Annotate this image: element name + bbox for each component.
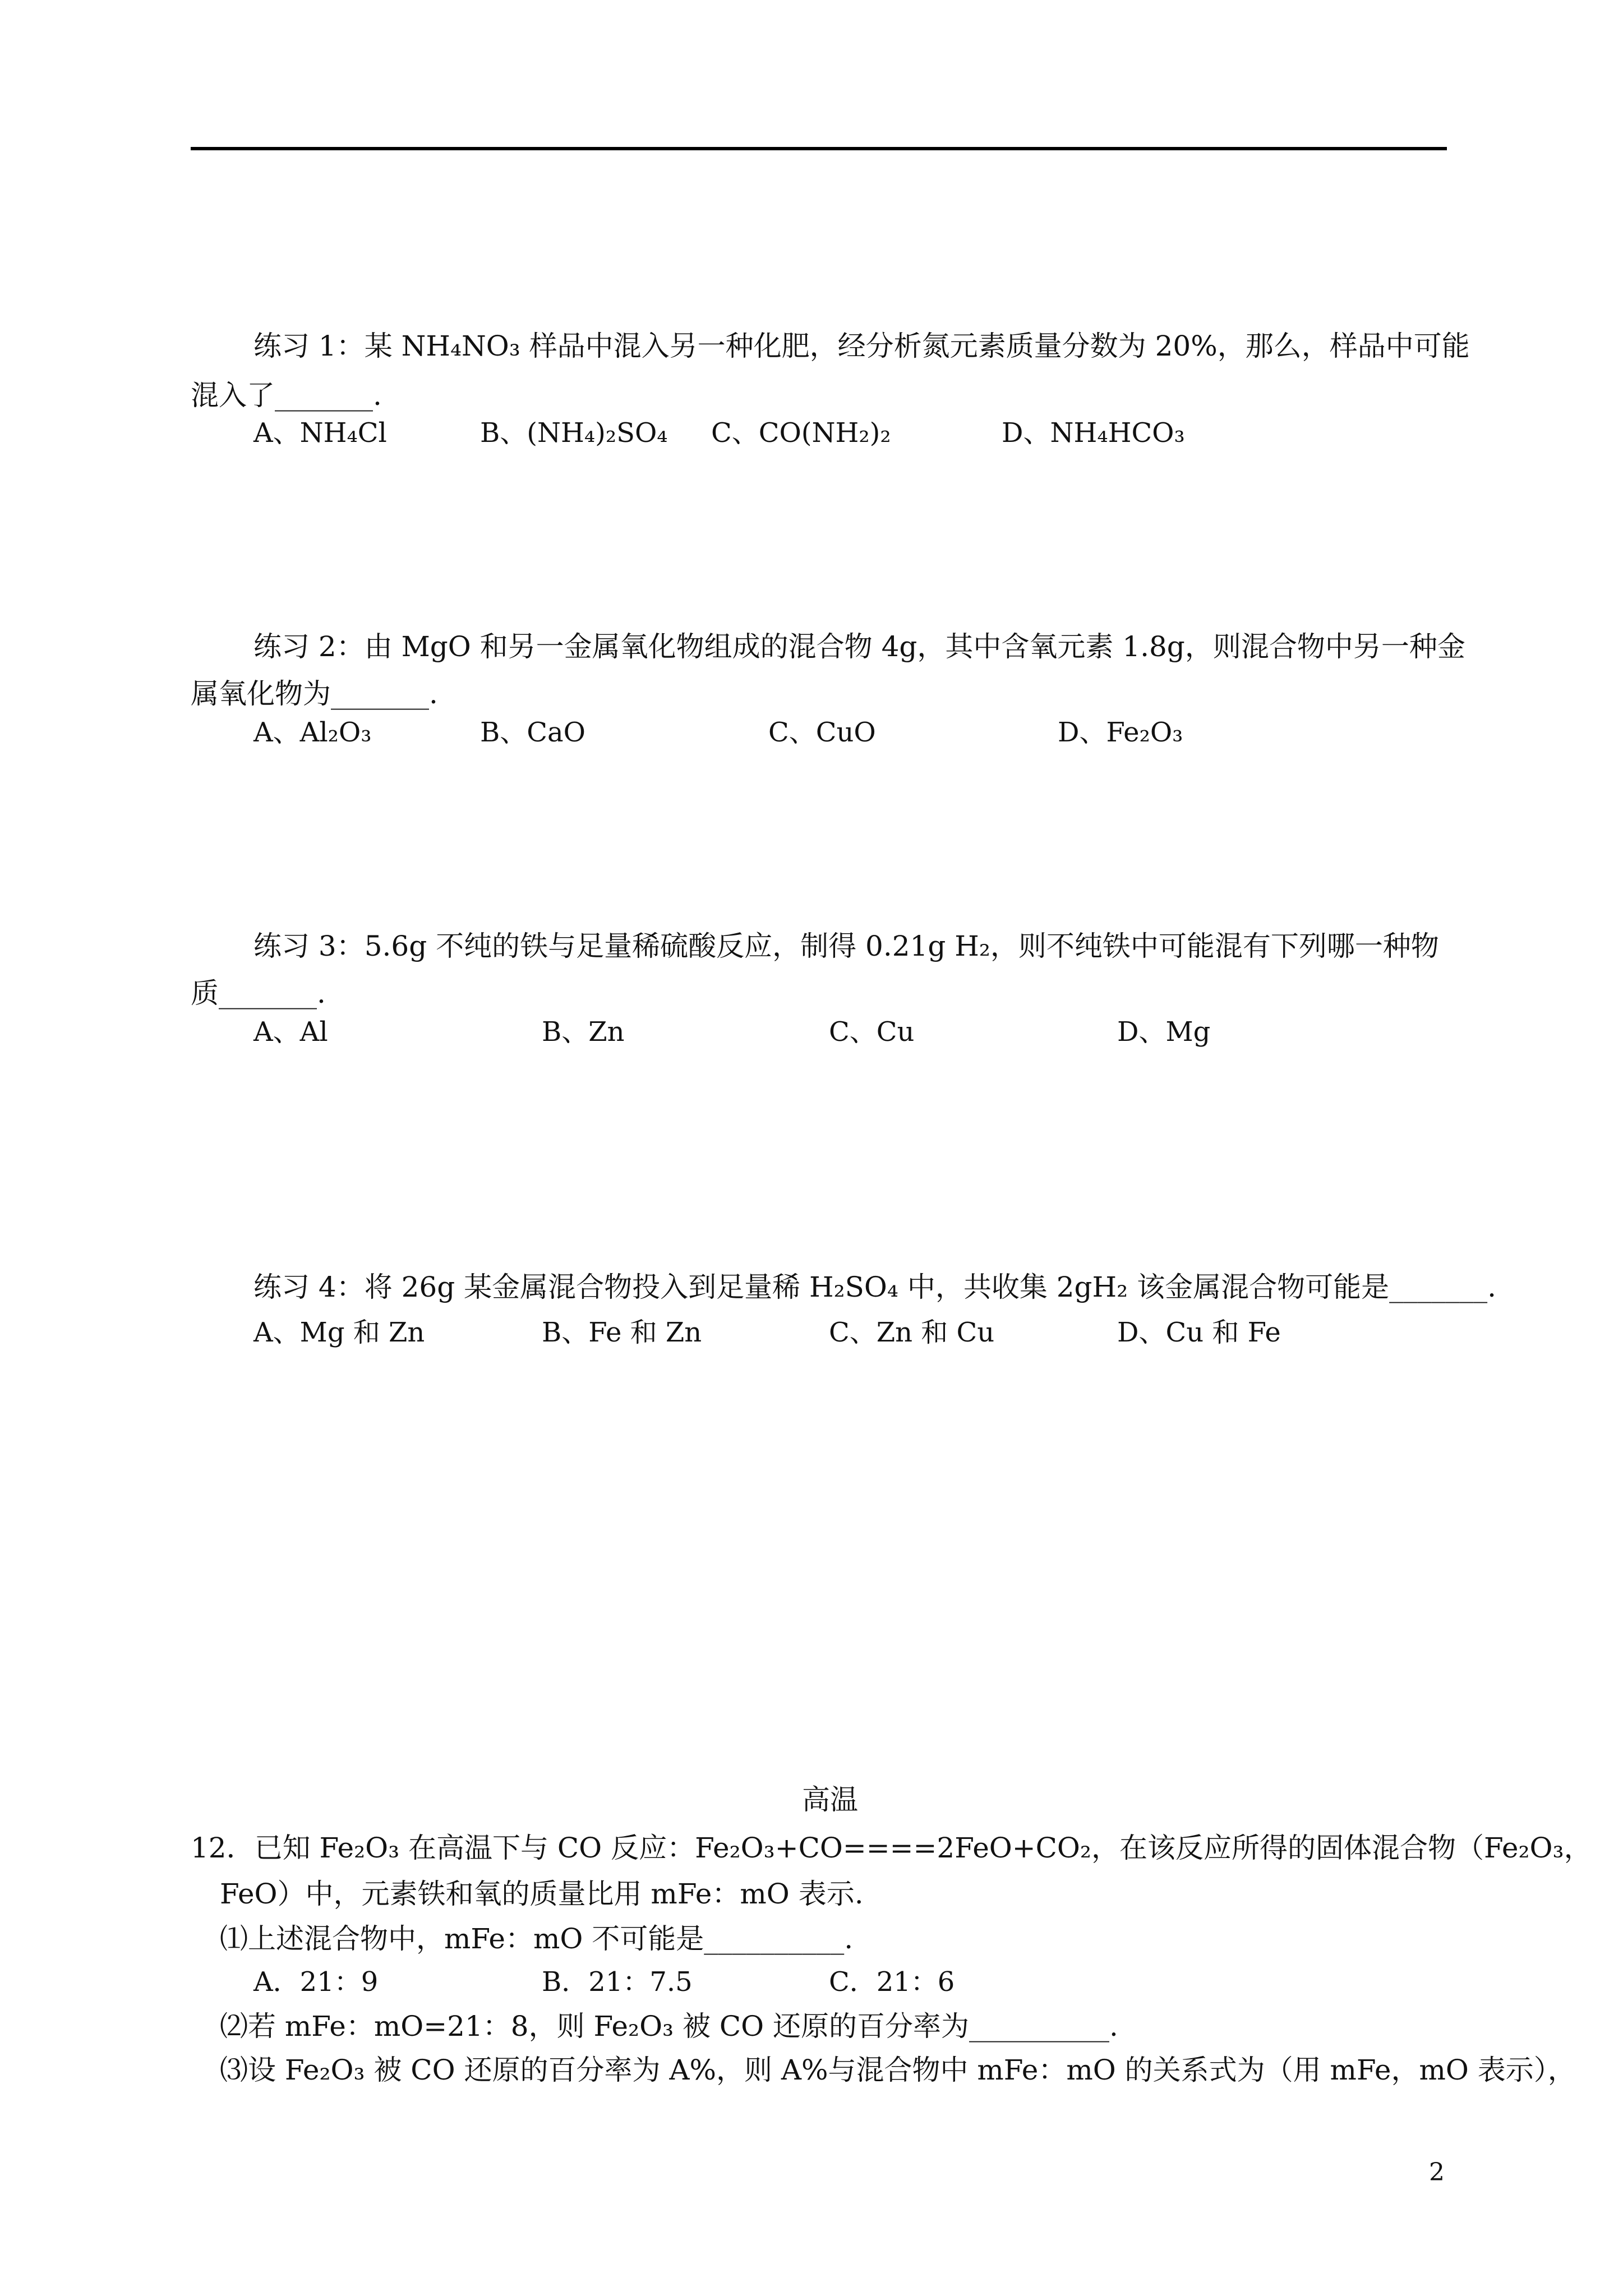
- exercise-4-option-c: C、Zn 和 Cu: [829, 1317, 995, 1348]
- exercise-2-option-b: B、CaO: [480, 717, 585, 748]
- reaction-condition-label: 高温: [802, 1783, 858, 1816]
- exercise-1-line-2: 混入了_______.: [191, 379, 382, 412]
- exercise-4-option-a: A、Mg 和 Zn: [253, 1317, 425, 1348]
- exercise-1-option-d: D、NH₄HCO₃: [1002, 417, 1185, 449]
- question-12-line-1: 12．已知 Fe₂O₃ 在高温下与 CO 反应：Fe₂O₃+CO====2FeO+CO₂，在该反应所得的固体混合物（Fe₂O₃，: [191, 1832, 1592, 1864]
- exercise-3-option-b: B、Zn: [542, 1016, 625, 1048]
- exercise-2-option-c: C、CuO: [768, 717, 876, 748]
- exercise-2-line-2: 属氧化物为_______.: [191, 677, 438, 710]
- exercise-3-line-1: 练习 3：5.6g 不纯的铁与足量稀硫酸反应，制得 0.21g H₂，则不纯铁中可能混有下列哪一种物: [253, 930, 1439, 962]
- exercise-4-option-b: B、Fe 和 Zn: [542, 1317, 702, 1348]
- exercise-3-option-c: C、Cu: [829, 1016, 915, 1048]
- question-12-line-2: FeO）中，元素铁和氧的质量比用 mFe：mO 表示.: [220, 1878, 864, 1910]
- exercise-3-option-d: D、Mg: [1117, 1016, 1211, 1048]
- header-rule: [191, 147, 1447, 150]
- exercise-4-option-d: D、Cu 和 Fe: [1117, 1317, 1281, 1348]
- exercise-1-option-a: A、NH₄Cl: [253, 417, 387, 449]
- exercise-1-option-c: C、CO(NH₂)₂: [711, 417, 891, 449]
- question-12-option-b: B．21：7.5: [542, 1966, 693, 1998]
- exercise-3-line-2: 质_______.: [191, 977, 326, 1009]
- exercise-4-line-1: 练习 4：将 26g 某金属混合物投入到足量稀 H₂SO₄ 中，共收集 2gH₂ 该金属混合物可能是_______.: [253, 1271, 1496, 1303]
- exercise-3-option-a: A、Al: [253, 1016, 328, 1048]
- page-number: 2: [1429, 2158, 1445, 2187]
- question-12-option-c: C．21：6: [829, 1966, 955, 1998]
- exercise-1-option-b: B、(NH₄)₂SO₄: [480, 417, 668, 449]
- exercise-2-option-a: A、Al₂O₃: [253, 717, 372, 748]
- question-12-option-a: A．21：9: [253, 1966, 379, 1998]
- question-12-part-1: ⑴上述混合物中，mFe：mO 不可能是__________.: [220, 1922, 854, 1955]
- exercise-2-line-1: 练习 2：由 MgO 和另一金属氧化物组成的混合物 4g，其中含氧元素 1.8g，则混合物中另一种金: [253, 630, 1465, 663]
- exercise-2-option-d: D、Fe₂O₃: [1058, 717, 1183, 748]
- exercise-1-line-1: 练习 1：某 NH₄NO₃ 样品中混入另一种化肥，经分析氮元素质量分数为 20%，那么，样品中可能: [253, 330, 1470, 362]
- question-12-part-3: ⑶设 Fe₂O₃ 被 CO 还原的百分率为 A%，则 A%与混合物中 mFe：mO 的关系式为（用 mFe，mO 表示），: [220, 2054, 1576, 2086]
- question-12-part-2: ⑵若 mFe：mO=21：8，则 Fe₂O₃ 被 CO 还原的百分率为__________.: [220, 2010, 1118, 2043]
